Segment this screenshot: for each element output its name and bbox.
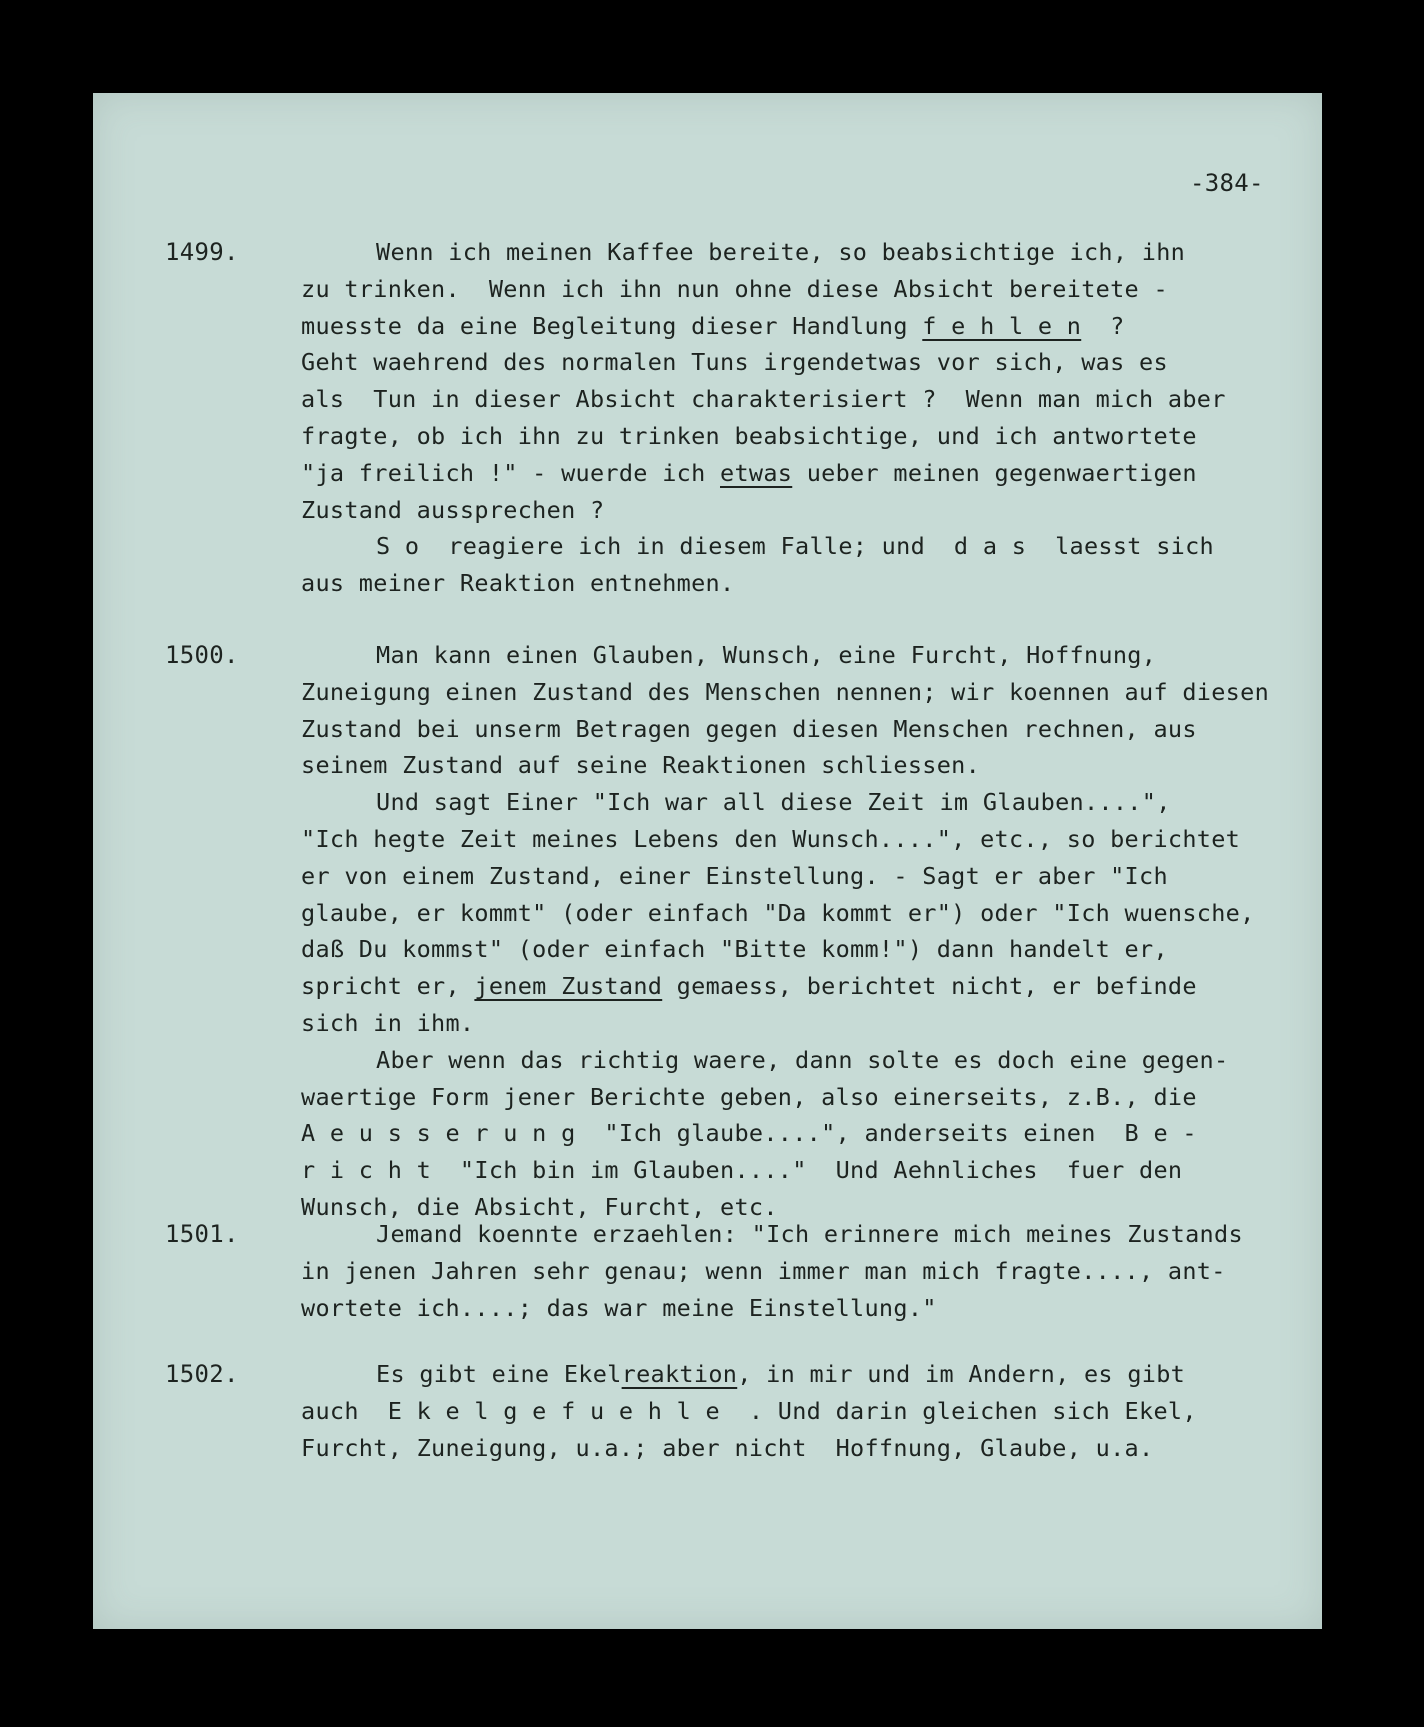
text-line xyxy=(301,385,1226,413)
text-line xyxy=(376,532,1214,560)
underlined-word: jenem Zustand xyxy=(474,972,663,1001)
line-text: daß Du kommst" (oder einfach "Bitte komm!") dann handelt er, xyxy=(301,935,1168,964)
text-line xyxy=(301,899,1255,927)
line-text: Man kann einen Glauben, Wunsch, eine Furcht, Hoffnung, xyxy=(376,641,1157,669)
line-text: "Ich hegte Zeit meines Lebens den Wunsch....", etc., so berichtet xyxy=(301,825,1241,853)
underlined-word: etwas xyxy=(720,458,793,487)
text-line xyxy=(301,715,1197,743)
text-line xyxy=(301,1397,1197,1425)
text-line xyxy=(376,641,1156,669)
line-text-continued: ? xyxy=(1081,311,1125,340)
line-text: Und sagt Einer "Ich war all diese Zeit im Glauben....", xyxy=(376,788,1171,817)
line-text: als Tun in dieser Absicht charakterisiert ? Wenn man mich aber xyxy=(301,385,1226,414)
text-line xyxy=(376,1360,1185,1388)
line-text: waertige Form jener Berichte geben, also einerseits, z.B., die xyxy=(301,1082,1197,1111)
text-line xyxy=(301,1119,1197,1147)
line-text: Wunsch, die Absicht, Furcht, etc. xyxy=(301,1193,778,1221)
line-text: sich in ihm. xyxy=(301,1009,475,1037)
line-text: muesste da eine Begleitung dieser Handlung xyxy=(301,311,923,340)
text-line xyxy=(301,1009,474,1037)
text-line xyxy=(301,825,1240,853)
line-text: Jemand koennte erzaehlen: "Ich erinnere mich meines Zustands xyxy=(376,1220,1243,1248)
text-line xyxy=(301,1156,1182,1184)
text-line xyxy=(301,1434,1153,1462)
section-number: 1501. xyxy=(165,1220,239,1248)
text-line xyxy=(376,788,1171,816)
text-line xyxy=(301,459,1197,487)
text-line xyxy=(376,1046,1228,1074)
underlined-word: f e h l e n xyxy=(922,311,1082,340)
line-text: Geht waehrend des normalen Tuns irgendetwas vor sich, was es xyxy=(301,348,1168,377)
section-number: 1500. xyxy=(165,641,239,669)
line-text: r i c h t "Ich bin im Glauben...." Und Aehnliches fuer den xyxy=(301,1156,1183,1185)
text-line xyxy=(301,751,980,779)
line-text: aus meiner Reaktion entnehmen. xyxy=(301,569,735,598)
text-line xyxy=(301,1294,937,1322)
text-line xyxy=(301,569,734,597)
line-text: wortete ich....; das war meine Einstellung." xyxy=(301,1293,937,1322)
text-line xyxy=(301,422,1197,450)
typewritten-page xyxy=(93,93,1322,1629)
text-line xyxy=(301,1257,1226,1285)
line-text: Furcht, Zuneigung, u.a.; aber nicht Hoffnung, Glaube, u.a. xyxy=(301,1433,1154,1462)
line-text: Zuneigung einen Zustand des Menschen nennen; wir koennen auf diesen xyxy=(301,677,1270,706)
line-text: Wenn ich meinen Kaffee bereite, so beabsichtige ich, ihn xyxy=(376,238,1186,266)
line-text: spricht er, xyxy=(301,972,475,1001)
line-text: in jenen Jahren sehr genau; wenn immer man mich fragte...., ant- xyxy=(301,1256,1226,1285)
text-line xyxy=(301,862,1168,890)
line-text: "ja freilich !" - wuerde ich xyxy=(301,458,720,487)
line-text: glaube, er kommt" (oder einfach "Da kommt er") oder "Ich wuensche, xyxy=(301,898,1255,927)
line-text: er von einem Zustand, einer Einstellung. - Sagt er aber "Ich xyxy=(301,861,1168,890)
text-line xyxy=(301,312,1125,340)
section-number: 1499. xyxy=(165,238,239,266)
line-text: zu trinken. Wenn ich ihn nun ohne diese Absicht bereitete - xyxy=(301,274,1168,303)
text-line xyxy=(301,678,1269,706)
line-text: A e u s s e r u n g "Ich glaube....", anderseits einen B e - xyxy=(301,1119,1197,1148)
text-line xyxy=(301,496,604,524)
section-number: 1502. xyxy=(165,1360,239,1388)
text-line xyxy=(301,348,1168,376)
line-text: Aber wenn das richtig waere, dann solte es doch eine gegen- xyxy=(376,1045,1229,1074)
text-line xyxy=(301,1083,1197,1111)
text-line xyxy=(376,1220,1243,1248)
line-text-continued: , in mir und im Andern, es gibt xyxy=(737,1360,1186,1388)
line-text: seinem Zustand auf seine Reaktionen schliessen. xyxy=(301,751,981,780)
underlined-word: reaktion xyxy=(621,1360,738,1388)
line-text: Zustand aussprechen ? xyxy=(301,495,605,524)
line-text: auch E k e l g e f u e h l e . Und darin gleichen sich Ekel, xyxy=(301,1396,1197,1425)
page-number: -384- xyxy=(1190,169,1264,197)
line-text-continued: gemaess, berichtet nicht, er befinde xyxy=(662,972,1197,1001)
text-line xyxy=(301,275,1168,303)
line-text: fragte, ob ich ihn zu trinken beabsichtige, und ich antwortete xyxy=(301,422,1197,450)
line-text: S o reagiere ich in diesem Falle; und d a s laesst sich xyxy=(376,532,1214,561)
line-text-continued: ueber meinen gegenwaertigen xyxy=(792,458,1197,487)
text-line xyxy=(376,238,1185,266)
line-text: Zustand bei unserm Betragen gegen diesen Menschen rechnen, aus xyxy=(301,714,1197,743)
text-line xyxy=(301,972,1197,1000)
text-line xyxy=(301,1193,778,1221)
line-text: Es gibt eine Ekel xyxy=(376,1360,622,1388)
text-line xyxy=(301,935,1168,963)
